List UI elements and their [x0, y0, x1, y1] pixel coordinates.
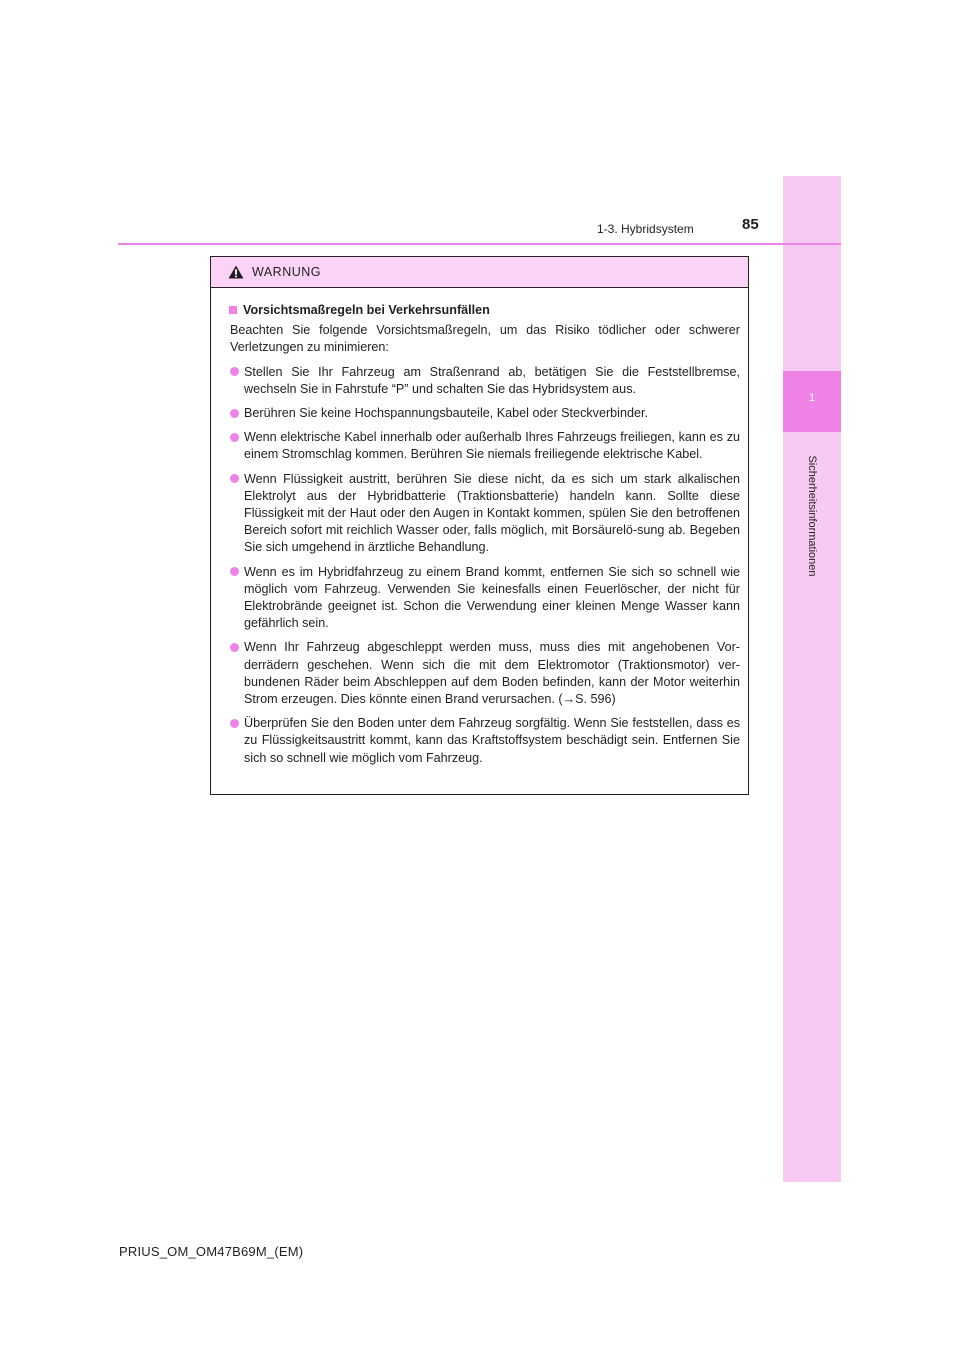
round-bullet-icon — [230, 643, 239, 652]
list-item — [229, 405, 740, 422]
chapter-title: Sicherheitsinformationen — [806, 455, 818, 577]
list-item — [229, 715, 740, 767]
list-item-text: Stellen Sie Ihr Fahrzeug am Straßenrand ab, betätigen Sie die Feststellbremse, wechseln Sie in Fahrstufe “P” und schalten Sie das Hybridsystem aus. — [244, 364, 740, 396]
warning-label: WARNUNG — [252, 265, 322, 279]
list-item-text: Wenn es im Hybridfahrzeug zu einem Brand kommt, entfernen Sie sich so schnell wie möglich vom Fahrzeug. Verwenden Sie keinesfalls einen Feuerlöscher, der nicht für Elektrobrände geeignet ist. Schon die Verwendung einer kleinen Menge Wasser kann gefährlich sein. — [244, 564, 740, 631]
round-bullet-icon — [230, 433, 239, 442]
section-label: 1-3. Hybridsystem — [597, 222, 694, 236]
chapter-number: 1 — [808, 392, 816, 404]
round-bullet-icon — [230, 719, 239, 728]
square-bullet-icon — [229, 306, 237, 314]
list-item — [229, 471, 740, 557]
topic-heading — [229, 302, 740, 319]
list-item — [229, 364, 740, 398]
side-tab — [783, 176, 841, 1182]
round-bullet-icon — [230, 474, 239, 483]
page-number: 85 — [742, 216, 759, 233]
intro-text: Beachten Sie folgende Vorsichtsmaßregeln, um das Risiko tödlicher oder schwerer Verletzungen zu minimieren: — [230, 323, 740, 355]
list-item-text: Wenn Flüssigkeit austritt, berühren Sie diese nicht, da es sich um stark alkalischen Elektrolyt aus der Hybridbatterie (Traktionsbatterie) handeln kann. Sollte diese Flüssigkeit mit der Haut oder den Augen in Kontakt kommen, spülen Sie den betroffenen Bereich sofort mit reichlich Wasser oder, falls möglich, mit Borsäurelö-sung ab. Begeben Sie sich umgehend in ärztliche Behandlung. — [244, 471, 740, 555]
round-bullet-icon — [230, 567, 239, 576]
doc-code: PRIUS_OM_OM47B69M_(EM) — [119, 1244, 304, 1259]
list-item-text: Berühren Sie keine Hochspannungsbauteile, Kabel oder Steckverbinder. — [244, 406, 648, 421]
list-item — [229, 564, 740, 633]
list-item-text: Überprüfen Sie den Boden unter dem Fahrzeug sorgfältig. Wenn Sie feststellen, dass es zu Flüssigkeitsaustritt kommt, kann das Kraftstoffsystem beschädigt sein. Entfernen Sie sich so schnell wie möglich vom Fahrzeug. — [244, 716, 740, 765]
warning-body — [211, 288, 748, 767]
header-rule — [118, 243, 841, 245]
topic-text: Vorsichtsmaßregeln bei Verkehrsunfällen — [243, 303, 490, 317]
round-bullet-icon — [230, 409, 239, 418]
list-item-text: Wenn Ihr Fahrzeug abgeschleppt werden muss, muss dies mit angehobenen Vor-derrädern geschehen. Wenn sich die mit dem Elektromotor (Traktionsmotor) ver-bundenen Räder beim Abschleppen auf dem Boden befinden, kann der Motor weiterhin Strom erzeugen. Dies könnte einen Brand verursachen. (→S. 596) — [244, 640, 740, 707]
round-bullet-icon — [230, 367, 239, 376]
warning-header — [211, 257, 748, 288]
list-item — [229, 639, 740, 708]
list-item-text: Wenn elektrische Kabel innerhalb oder außerhalb Ihres Fahrzeugs freiliegen, kann es zu einem Stromschlag kommen. Berühren Sie niemals freiliegende elektrische Kabel. — [244, 430, 740, 462]
list-item — [229, 429, 740, 463]
warning-box — [210, 256, 749, 795]
warning-triangle-icon — [228, 265, 244, 279]
